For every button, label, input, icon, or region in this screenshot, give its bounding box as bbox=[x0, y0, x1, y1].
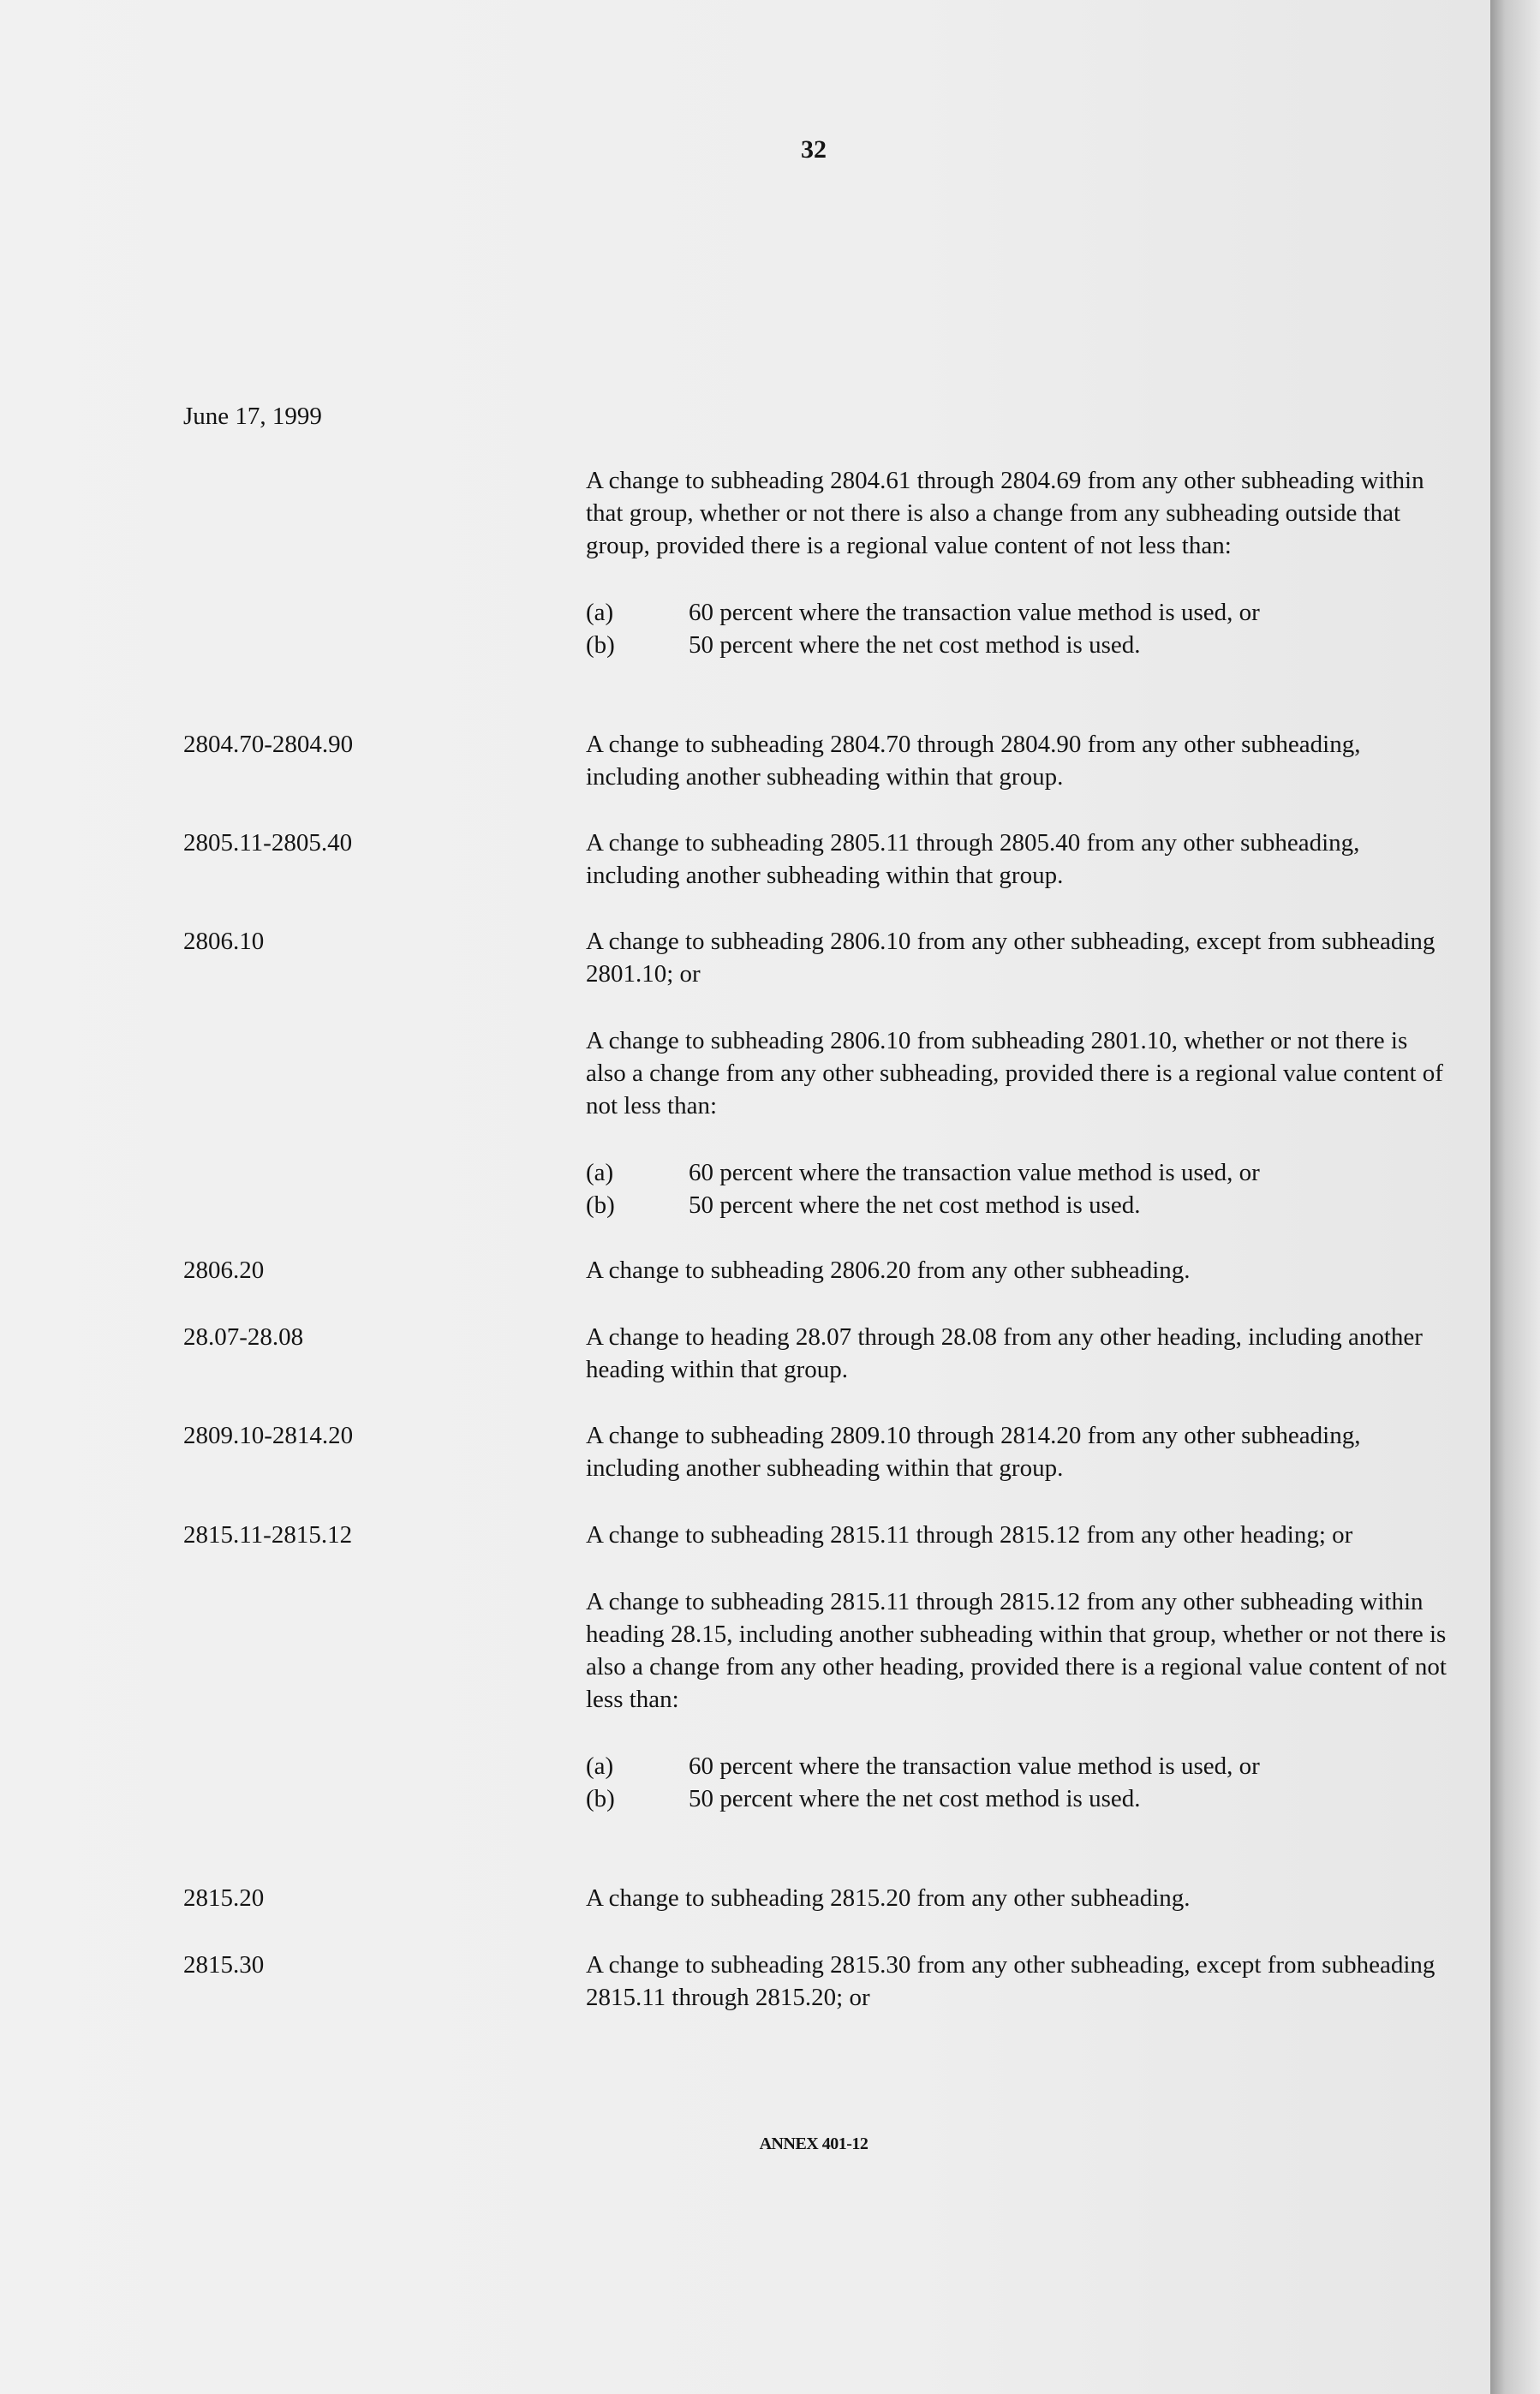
list-text: 60 percent where the transaction value method is used, or bbox=[689, 1159, 1260, 1186]
annex-footer: ANNEX 401-12 bbox=[759, 2134, 868, 2153]
rule-text bbox=[586, 728, 1451, 793]
list-text: 60 percent where the transaction value method is used, or bbox=[689, 599, 1260, 626]
tariff-code: 2809.10-2814.20 bbox=[183, 1422, 354, 1449]
rule-paragraph: A change to subheading 2806.20 from any other subheading. bbox=[586, 1257, 1191, 1284]
rule-paragraph: A change to subheading 2809.10 through 2814.20 from any other subheading, including another subheading within that group. bbox=[586, 1422, 1361, 1482]
list-text: 60 percent where the transaction value method is used, or bbox=[689, 1752, 1260, 1780]
tariff-code: 2815.20 bbox=[183, 1884, 265, 1912]
rule-list bbox=[586, 596, 1451, 661]
rule-text bbox=[586, 827, 1451, 892]
rule-paragraph: A change to subheading 2805.11 through 2805.40 from any other subheading, including another subheading within that group. bbox=[586, 829, 1360, 889]
list-text: 50 percent where the net cost method is used. bbox=[689, 1191, 1141, 1219]
rule-list bbox=[586, 1156, 1451, 1221]
list-label: (b) bbox=[586, 1191, 615, 1219]
list-label: (a) bbox=[586, 599, 614, 626]
page-number: 32 bbox=[801, 135, 827, 164]
list-label: (b) bbox=[586, 1785, 615, 1812]
rule-text bbox=[586, 1882, 1451, 1914]
rule-paragraph: A change to subheading 2806.10 from any other subheading, except from subheading 2801.10; or bbox=[586, 928, 1436, 988]
rule-paragraph: A change to subheading 2815.11 through 2815.12 from any other heading; or bbox=[586, 1521, 1353, 1549]
list-item bbox=[586, 1189, 1451, 1221]
document-date: June 17, 1999 bbox=[183, 403, 322, 430]
list-item bbox=[586, 1782, 1451, 1815]
tariff-code: 2804.70-2804.90 bbox=[183, 731, 354, 758]
list-text: 50 percent where the net cost method is used. bbox=[689, 631, 1141, 659]
tariff-code: 2815.30 bbox=[183, 1951, 265, 1979]
rule-text bbox=[586, 1254, 1451, 1287]
list-item bbox=[586, 596, 1451, 629]
rule-paragraph: A change to subheading 2815.30 from any other subheading, except from subheading 2815.11 through 2815.20; or bbox=[586, 1951, 1436, 2011]
rule-paragraph: A change to heading 28.07 through 28.08 from any other heading, including another heading within that group. bbox=[586, 1323, 1423, 1383]
tariff-code: 2805.11-2805.40 bbox=[183, 829, 353, 857]
rule-text bbox=[586, 1949, 1451, 2014]
tariff-code: 2815.11-2815.12 bbox=[183, 1521, 353, 1549]
rule-paragraph: A change to subheading 2804.61 through 2804.69 from any other subheading within that group, whether or not there is also a change from any subheading outside that group, provided there is a regional value content of not less than: bbox=[586, 467, 1424, 559]
list-item bbox=[586, 1156, 1451, 1189]
list-item bbox=[586, 1750, 1451, 1782]
rule-paragraph: A change to subheading 2804.70 through 2804.90 from any other subheading, including another subheading within that group. bbox=[586, 731, 1361, 791]
list-label: (a) bbox=[586, 1752, 614, 1780]
rule-text bbox=[586, 1419, 1451, 1484]
rule-text bbox=[586, 1519, 1451, 1815]
rule-text bbox=[586, 925, 1451, 1221]
list-item bbox=[586, 629, 1451, 661]
list-label: (b) bbox=[586, 631, 615, 659]
list-text: 50 percent where the net cost method is used. bbox=[689, 1785, 1141, 1812]
page-binding-edge bbox=[1490, 0, 1540, 2394]
rule-text bbox=[586, 1321, 1451, 1386]
tariff-code: 28.07-28.08 bbox=[183, 1323, 304, 1351]
rule-paragraph: A change to subheading 2815.20 from any other subheading. bbox=[586, 1884, 1191, 1912]
tariff-code: 2806.10 bbox=[183, 928, 265, 955]
rule-paragraph: A change to subheading 2806.10 from subheading 2801.10, whether or not there is also a change from any other subheading, provided there is a regional value content of not less than: bbox=[586, 1027, 1443, 1119]
rule-paragraph: A change to subheading 2815.11 through 2815.12 from any other subheading within heading 28.15, including another subheading within that group, whether or not there is also a change from any other heading, provided there is a regional value content of not less than: bbox=[586, 1588, 1447, 1713]
rule-text bbox=[586, 464, 1451, 661]
list-label: (a) bbox=[586, 1159, 614, 1186]
rule-list bbox=[586, 1750, 1451, 1815]
tariff-code: 2806.20 bbox=[183, 1257, 265, 1284]
